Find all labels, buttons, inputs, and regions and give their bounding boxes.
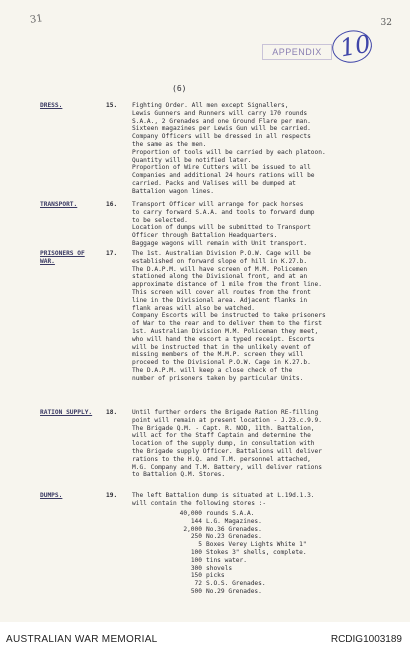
store-item: S.O.S. Grenades. xyxy=(206,580,266,588)
paragraph-heading: DRESS. xyxy=(40,102,63,109)
paragraph-number: 19. xyxy=(106,492,118,499)
store-quantity: 72 xyxy=(194,580,202,588)
store-item: Stokes 3" shells, complete. xyxy=(206,548,307,556)
paragraph-dress xyxy=(40,102,390,196)
store-quantity: 100 xyxy=(190,556,202,564)
list-item xyxy=(162,518,307,526)
store-quantity: 2,000 xyxy=(183,525,202,533)
paragraph-heading: DUMPS. xyxy=(40,492,63,499)
paragraph-body: Transport Officer will arrange for pack horses to carry forward S.A.A. and tools to forward dump to be selected. Location of dumps will be submitted to Transport Officer through Battalion Headquarters. Baggage wagons will remain with Unit transport. xyxy=(132,201,315,247)
paragraph-body: The left Battalion dump is situated at L.19d.1.3. will contain the following stores :- xyxy=(132,492,315,507)
store-item: No.29 Grenades. xyxy=(206,587,262,595)
paragraph-dumps xyxy=(40,492,390,508)
store-quantity: 100 xyxy=(190,548,202,556)
record-id: RCDIG1003189 xyxy=(330,634,402,645)
paragraph-heading: RATION SUPPLY. xyxy=(40,409,93,416)
store-item: tins water. xyxy=(206,556,247,564)
paragraph-number: 17. xyxy=(106,250,118,257)
paragraph-heading: PRISONERS OF WAR. xyxy=(40,250,85,265)
paragraph-ration-supply xyxy=(40,409,390,479)
page-corner-number: 31 xyxy=(29,13,44,26)
paragraph-body: Until further orders the Brigade Ration RE-filling point will remain at present location - J.23.c.9.9. The Brigade Q.M. - Capt. R. NOD, 11th. Battalion, will act for the Staff Captain and determine the location of the supply dump, in consultation with the Brigade supply Officer. Battalions will deliver rations to the H.Q. and T.M. personnel attached, M.G. Company and T.M. Battery, will deliver rations to Battalion Q.M. Stores. xyxy=(132,409,322,479)
store-item: Boxes Verey Lights White 1" xyxy=(206,541,307,549)
paragraph-number: 18. xyxy=(106,409,118,416)
list-item xyxy=(162,541,307,549)
list-item xyxy=(162,565,307,573)
paragraph-prisoners-of-war xyxy=(40,250,390,383)
paragraph-transport xyxy=(40,201,390,248)
store-item: rounds S.A.A. xyxy=(206,510,255,517)
list-item xyxy=(162,549,307,557)
store-quantity: 250 xyxy=(190,533,202,541)
paragraph-body: The 1st. Australian Division P.O.W. Cage will be established on forward slope of hill in K.27.b. The D.A.P.M. will have screen of M.M. Policemen stationed along the Divisional front, and at an approximate distance of 1 mile from the front line. This screen will cover all routes from the front line in the Divisional area. Adjacent flanks in flank areas will also be watched. Company Escorts will be instructed to take prisoners of War to the rear and to deliver them to the first 1st. Australian Division M.M. Policeman they meet, who will hand the escort a typed receipt. Escorts will be instructed that in the unlikely event of missing members of the M.M.P. screen they will proceed to the Divisional P.O.W. Cage in K.27.b. The D.A.P.M. will keep a close check of the number of prisoners taken by particular Units. xyxy=(132,250,326,382)
paragraph-number: 15. xyxy=(106,102,118,109)
paragraph-body: Fighting Order. All men except Signallers, Lewis Gunners and Runners will carry 170 rounds S.A.A., 2 Grenades and one Ground Flare per man. Sixteen magazines per Lewis Gun will be carried. Company Officers will be dressed in all respects the same as the men. Proportion of tools will be carried by each platoon. Quantity will be notified later. Proportion of Wire Cutters will be issued to all Companies and additional 24 hours rations will be carried. Packs and Valises will be dumped at Battalion wagon lines. xyxy=(132,102,326,195)
store-quantity: 500 xyxy=(190,587,202,595)
store-quantity: 40,000 xyxy=(179,510,202,517)
store-quantity: 144 xyxy=(190,517,202,525)
store-quantity: 300 xyxy=(190,564,202,572)
store-item: picks xyxy=(206,572,225,580)
store-item: L.G. Magazines. xyxy=(206,517,262,525)
list-item xyxy=(162,580,307,588)
list-item xyxy=(162,557,307,565)
store-quantity: 5 xyxy=(198,541,202,549)
archive-footer xyxy=(0,622,410,654)
paragraph-number: 16. xyxy=(106,201,118,208)
page-number: (6) xyxy=(172,84,187,93)
store-item: No.23 Grenades. xyxy=(206,533,262,541)
list-item xyxy=(162,572,307,580)
list-item xyxy=(162,588,307,596)
store-item: No.36 Grenades. xyxy=(206,525,262,533)
stores-list xyxy=(162,510,307,596)
list-item xyxy=(162,533,307,541)
list-item xyxy=(162,510,307,518)
appendix-stamp: APPENDIX xyxy=(262,44,332,60)
paragraph-heading: TRANSPORT. xyxy=(40,201,78,208)
store-item: shovels xyxy=(206,564,233,572)
page-corner-number-right: 32 xyxy=(380,18,392,28)
list-item xyxy=(162,526,307,534)
handwritten-number: 10 xyxy=(337,29,373,63)
archive-name: AUSTRALIAN WAR MEMORIAL xyxy=(6,634,158,645)
store-quantity: 150 xyxy=(190,572,202,580)
